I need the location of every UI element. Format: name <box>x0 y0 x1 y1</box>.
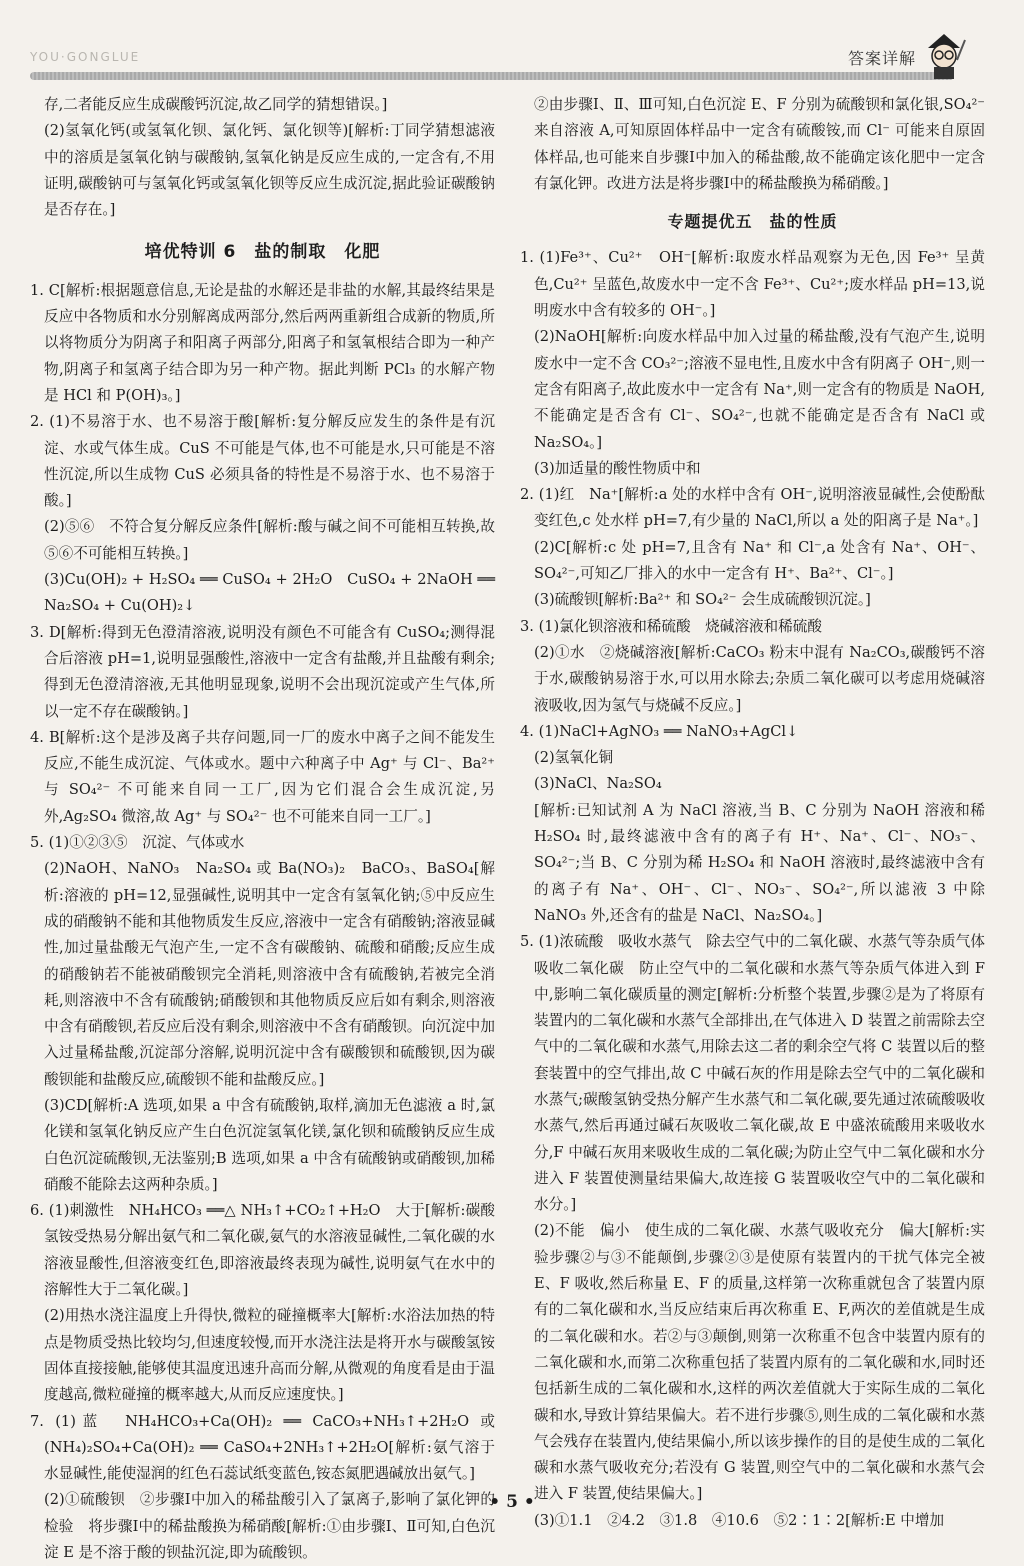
answer-item: 2. (1)红 Na⁺[解析:a 处的水样中含有 OH⁻,说明溶液显碱性,会使酚酞变红色,c 处水样 pH=7,有少量的 NaCl,所以 a 处的阳离子是 Na⁺。] <box>520 486 985 530</box>
section-title-left: 培优特训 6 盐的制取 化肥 <box>144 242 381 263</box>
brand-text: YOU·GONGLUE <box>30 50 141 64</box>
answer-item: 3. D[解析:得到无色澄清溶液,说明没有颜色不可能含有 CuSO₄;测得混合后溶液 pH=1,说明显强酸性,溶液中一定含有盐酸,并且盐酸有剩余;得到无色澄清溶液,无其他明显现象,说明不会出现沉淀或产生气体,所以一定不存在碳酸钠。] <box>30 623 495 720</box>
section-title-right: 专题提优五 盐的性质 <box>667 212 838 232</box>
header-rule <box>30 72 954 80</box>
answer-item: 5. (1)浓硫酸 吸收水蒸气 除去空气中的二氧化碳、水蒸气等杂质气体 吸收二氧化碳 防止空气中的二氧化碳和水蒸气等杂质气体进入到 F 中,影响二氧化碳质量的测定[解析:分析整个装置,步骤②是为了将原有装置内的二氧化碳和水蒸气全部排出,在气体进入 D 装置之前需除去空气中的二氧化碳和水蒸气,用除去这二者的剩余空气将 C 装置以后的整套装置中的空气排出,故 C 中碱石灰的作用是除去空气中的二氧化碳和水蒸气;碳酸氢钠受热分解产生水蒸气和二氧化碳,要先通过浓硫酸吸收水蒸气,然后再通过碱石灰吸收二氧化碳,故 E 中盛浓硫酸用来吸收水分,F 中碱石灰用来吸收生成的二氧化碳;为防止空气中二氧化碳和水分进入 F 装置使测量结果偏大,故连接 G 装置吸收空气中的二氧化碳和水分。] <box>520 933 1000 1214</box>
answer-item: 6. (1)刺激性 NH₄HCO₃ ══△ NH₃↑+CO₂↑+H₂O 大于[解析:碳酸氢铵受热易分解出氨气和二氧化碳,氨气的水溶液显碱性,二氧化碳的水溶液显酸性,但溶液变红色,即溶液最终表现为碱性,说明氨气在水中的溶解性大于二氧化碳。] <box>30 1202 495 1299</box>
answer-subitem: (3)Cu(OH)₂ + H₂SO₄ ══ CuSO₄ + 2H₂O CuSO₄ + 2NaOH ══ Na₂SO₄ + Cu(OH)₂↓ <box>44 571 495 615</box>
page-number: • 5 • <box>489 1492 535 1512</box>
answer-item: 4. (1)NaCl+AgNO₃ ══ NaNO₃+AgCl↓ <box>520 722 799 740</box>
answer-subitem: (2)①水 ②烧碱溶液[解析:CaCO₃ 粉末中混有 Na₂CO₃,碳酸钙不溶于水,碳酸钠易溶于水,可以用水除去;杂质二氧化碳可以考虑用烧碱溶液吸收,因为氢气与烧碱不反应。] <box>534 643 985 714</box>
answer-subitem: (2)不能 偏小 使生成的二氧化碳、水蒸气吸收充分 偏大[解析:实验步骤②与③不能颠倒,步骤②③是使原有装置内的干扰气体完全被 E、F 吸收,然后称量 E、F 的质量,这样第一次称重就包含了装置内原有的二氧化碳和水,当反应结束后再次称重 E、F,两次的差值就是生成的二氧化碳和水。若②与③颠倒,则第一次称重不包含中装置内原有的二氧化碳和水,而第二次称重包括了装置内原有的二氧化碳和水,同时还包括新生成的二氧化碳和水,这样的两次差值就大于实际生成的二氧化碳和水,导致计算结果偏大。若不进行步骤⑤,则生成的二氧化碳和水蒸气会残存在装置内,使结果偏小,所以该步操作的目的是使生成的二氧化碳和水蒸气吸收充分;若没有 G 装置,则空气中的二氧化碳和水蒸气会进入 F 装置,使结果偏大。] <box>534 1222 985 1503</box>
answer-subitem: (3)NaCl、Na₂SO₄ <box>534 775 662 793</box>
page-header <box>0 0 1024 86</box>
mascot-icon <box>922 30 966 80</box>
answer-item: 1. C[解析:根据题意信息,无论是盐的水解还是非盐的水解,其最终结果是反应中各物质和水分别解离成两部分,然后两两重新组合成新的物质,所以将物质分为阴离子和阳离子两部分,阳离子和氢氧根结合即为一种产物,阴离子和氢离子结合即为另一种产物。据此判断 PCl₃ 的水解产物是 HCl 和 P(OH)₃。] <box>30 281 495 404</box>
answer-subitem: (2)⑤⑥ 不符合复分解反应条件[解析:酸与碱之间不可能相互转换,故⑤⑥不可能相互转换。] <box>44 518 495 562</box>
answer-item: 5. (1)①②③⑤ 沉淀、气体或水 <box>30 834 245 852</box>
right-intro: ②由步骤Ⅰ、Ⅱ、Ⅲ可知,白色沉淀 E、F 分别为硫酸钡和氯化银,SO₄²⁻ 来自溶液 A,可知原固体样品中一定含有硫酸铵,而 Cl⁻ 可能来自原固体样品,也可能来自步骤Ⅰ中加入的稀盐酸,故不能确定该化肥中一定含有氯化钾。改进方法是将步骤Ⅰ中的稀盐酸换为稀硝酸。] <box>534 96 985 192</box>
left-intro-1: 存,二者能反应生成碳酸钙沉淀,故乙同学的猜想错误。] <box>44 96 388 113</box>
answer-subitem: (2)①硫酸钡 ②步骤Ⅰ中加入的稀盐酸引入了氯离子,影响了氯化钾的检验 将步骤Ⅰ中的稀盐酸换为稀硝酸[解析:①由步骤Ⅰ、Ⅱ可知,白色沉淀 E 是不溶于酸的钡盐沉淀,即为硫酸钡。 <box>44 1491 495 1562</box>
answer-subitem: (2)NaOH[解析:向废水样品中加入过量的稀盐酸,没有气泡产生,说明废水中一定不含 CO₃²⁻;溶液不显电性,且废水中含有阴离子 OH⁻,则一定含有阳离子,故此废水中一定含有 Na⁺,则一定含有的物质是 NaOH,不能确定是否含有 Cl⁻、SO₄²⁻,也就不能确定是否含有 NaCl 或 Na₂SO₄。] <box>534 328 985 451</box>
answer-item: 2. (1)不易溶于水、也不易溶于酸[解析:复分解反应发生的条件是有沉淀、水或气体生成。CuS 不可能是气体,也不可能是水,只可能是不溶性沉淀,所以生成物 CuS 必须具备的特性是不易溶于水、也不易溶于酸。] <box>30 413 495 510</box>
answer-subitem: [解析:已知试剂 A 为 NaCl 溶液,当 B、C 分别为 NaOH 溶液和稀 H₂SO₄ 时,最终滤液中含有的离子有 H⁺、Na⁺、Cl⁻、NO₃⁻、SO₄²⁻;当 B、C 分别为稀 H₂SO₄ 和 NaOH 溶液时,最终滤液中含有的离子有 Na⁺、OH⁻、Cl⁻、NO₃⁻、SO₄²⁻,所以滤液 3 中除 NaNO₃ 外,还含有的盐是 NaCl、Na₂SO₄。] <box>534 801 985 924</box>
answer-item: 1. (1)Fe³⁺、Cu²⁺ OH⁻[解析:取废水样品观察为无色,因 Fe³⁺ 呈黄色,Cu²⁺ 呈蓝色,故废水中一定不含 Fe³⁺、Cu²⁺;废水样品 pH=13,说明废水中含有较多的 OH⁻。] <box>520 249 985 320</box>
answer-item: 4. B[解析:这个是涉及离子共存问题,同一厂的废水中离子之间不能发生反应,不能生成沉淀、气体或水。题中六种离子中 Ag⁺ 与 Cl⁻、Ba²⁺ 与 SO₄²⁻ 不可能来自同一工厂,因为它们混合会生成沉淀,另外,Ag₂SO₄ 微溶,故 Ag⁺ 与 SO₄²⁻ 也不可能来自同一工厂。] <box>30 728 495 825</box>
answer-subitem: (3)CD[解析:A 选项,如果 a 中含有硫酸钠,取样,滴加无色滤液 a 时,氯化镁和氢氧化钠反应产生白色沉淀氢氧化镁,氯化钡和硫酸钠反应生成白色沉淀硫酸钡,无法鉴别;B 选项,如果 a 中含有硫酸钠或硝酸钡,加稀硝酸不能除去这两种杂质。] <box>44 1096 495 1193</box>
left-column <box>30 92 495 1566</box>
answer-subitem: (3)①1.1 ②4.2 ③1.8 ④10.6 ⑤2∶1∶2[解析:E 中增加 <box>534 1511 945 1529</box>
header-title: 答案详解 <box>847 49 916 68</box>
answer-subitem: (2)C[解析:c 处 pH=7,且含有 Na⁺ 和 Cl⁻,a 处含有 Na⁺、OH⁻、SO₄²⁻,可知乙厂排入的水中一定含有 H⁺、Ba²⁺、Cl⁻。] <box>534 538 985 583</box>
answer-item: 7. (1)蓝 NH₄HCO₃+Ca(OH)₂ ══ CaCO₃+NH₃↑+2H₂O 或 (NH₄)₂SO₄+Ca(OH)₂ ══ CaSO₄+2NH₃↑+2H₂O[解析:氨气溶于水显碱性,能使湿润的红色石蕊试纸变蓝色,铵态氮肥遇碱放出氨气。] <box>30 1412 495 1483</box>
answer-subitem: (3)加适量的酸性物质中和 <box>534 459 701 477</box>
answer-subitem: (2)NaOH、NaNO₃ Na₂SO₄ 或 Ba(NO₃)₂ BaCO₃、BaSO₄[解析:溶液的 pH=12,显强碱性,说明其中一定含有氢氧化钠;⑤中反应生成的硝酸钠不能和其他物质发生反应,溶液中一定含有硝酸钠;溶液显碱性,加过量盐酸无气泡产生,一定不含有碳酸钠、硫酸和硝酸;反应生成的硝酸钠若不能被硝酸钡完全消耗,则溶液中含有硫酸钠,若被完全消耗,则溶液中不含有硫酸钠;硝酸钡和其他物质反应后如有剩余,则溶液中含有硝酸钡,若反应后没有剩余,则溶液中不含有硝酸钡。向沉淀中加入过量稀盐酸,沉淀部分溶解,说明沉淀中含有碳酸钡和硫酸钡,因为碳酸钡能和盐酸反应,硫酸钡不能和盐酸反应。] <box>44 860 495 1088</box>
answer-columns <box>30 92 1000 1562</box>
answer-subitem: (2)用热水浇注温度上升得快,微粒的碰撞概率大[解析:水浴法加热的特点是物质受热比较均匀,但速度较慢,而开水浇注法是将开水与碳酸氢铵固体直接接触,能够使其温度迅速升高而分解,从微观的角度看是由于温度越高,微粒碰撞的概率越大,从而反应速度快。] <box>44 1307 495 1404</box>
right-column <box>520 92 1000 1534</box>
answer-item: 3. (1)氯化钡溶液和稀硫酸 烧碱溶液和稀硫酸 <box>520 617 822 635</box>
answer-subitem: (2)氢氧化铜 <box>534 749 614 767</box>
answer-subitem: (3)硫酸钡[解析:Ba²⁺ 和 SO₄²⁻ 会生成硫酸钡沉淀。] <box>534 591 871 609</box>
left-intro-2: (2)氢氧化钙(或氢氧化钡、氯化钙、氯化钡等)[解析:丁同学猜想滤液中的溶质是氢氧化钠与碳酸钠,氢氧化钠是反应生成的,一定含有,不用证明,碳酸钠可与氢氧化钙或氢氧化钡等反应生成沉淀,据此验证碳酸钠是否存在。] <box>44 122 495 219</box>
